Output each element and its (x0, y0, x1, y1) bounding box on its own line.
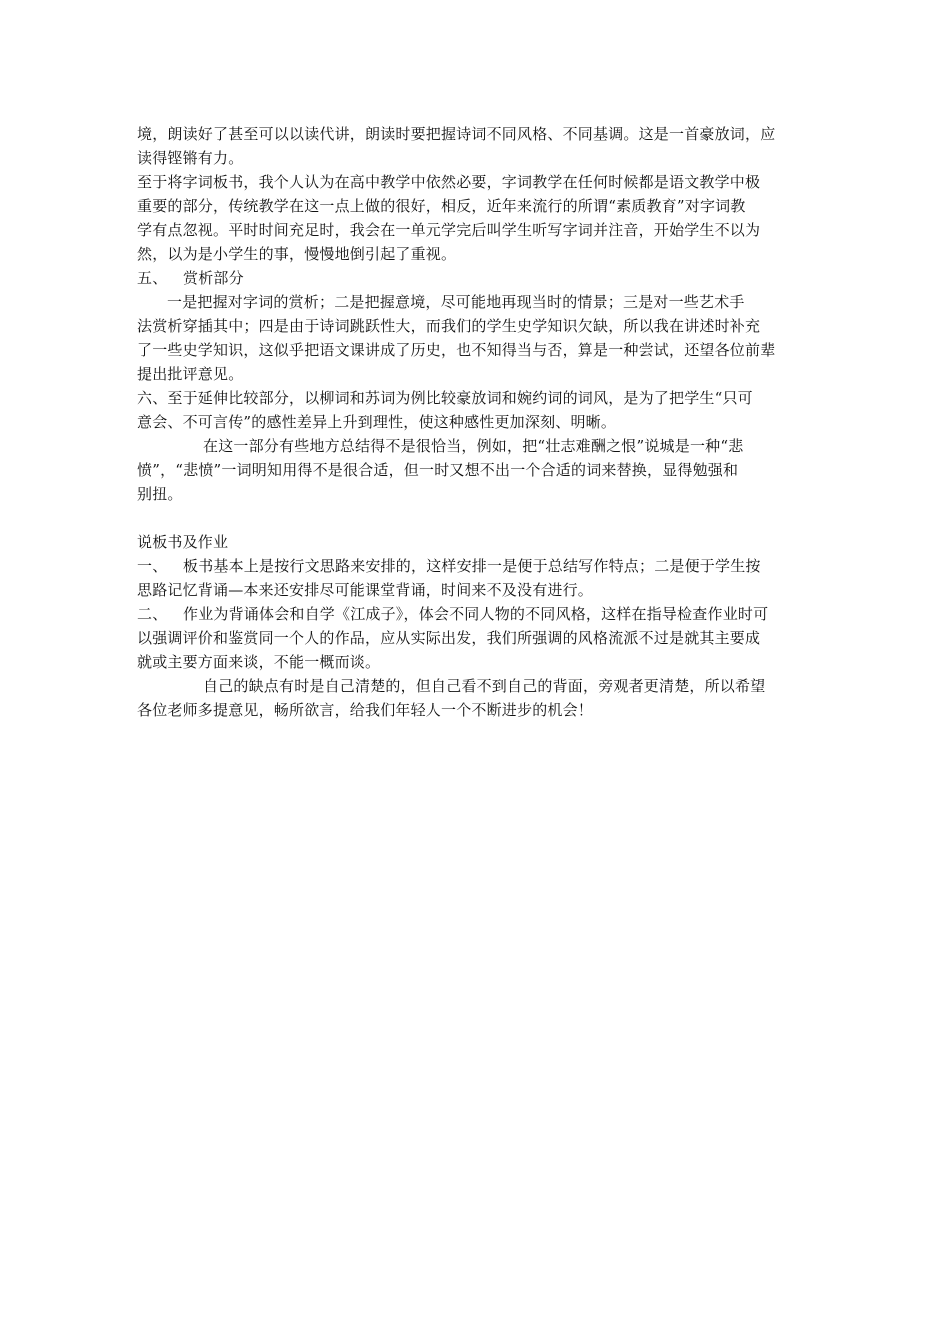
text-line: 了一些史学知识，这似乎把语文课讲成了历史，也不知得当与否，算是一种尝试，还望各位前辈 (137, 341, 776, 359)
list-item-homework (137, 602, 817, 674)
paragraph-closing (137, 674, 817, 722)
item-text: 作业为背诵体会和自学《江成子》，体会不同人物的不同风格，这样在指导检查作业时可 (183, 605, 769, 623)
item-text: 板书基本上是按行文思路来安排的，这样安排一是便于总结写作特点；二是便于学生按 (183, 557, 761, 575)
document-page (137, 122, 817, 722)
blank-line (137, 506, 817, 530)
text-line: 读得铿锵有力。 (137, 149, 244, 167)
text-line: 境，朗读好了甚至可以以读代讲，朗读时要把握诗词不同风格、不同基调。这是一首豪放词，应 (137, 125, 776, 143)
item-number: 一、 (137, 557, 168, 575)
item-number: 二、 (137, 605, 168, 623)
text-line: 就或主要方面来谈，不能一概而谈。 (137, 653, 381, 671)
paragraph-appreciation (137, 290, 817, 386)
heading-blackboard-homework: 说板书及作业 (137, 533, 229, 551)
paragraph-blackboard-words (137, 170, 817, 266)
text-line (137, 554, 817, 578)
text-line: 各位老师多提意见，畅所欲言，给我们年轻人一个不断进步的机会！ (137, 701, 594, 719)
text-line: 至于将字词板书，我个人认为在高中教学中依然必要，字词教学在任何时候都是语文教学中极 (137, 173, 761, 191)
text-line: 别扭。 (137, 485, 183, 503)
paragraph-comparison (137, 386, 817, 434)
text-line: 学有点忽视。平时时间充足时，我会在一单元学完后叫学生听写字词并注音，开始学生不以为 (137, 221, 761, 239)
paragraph-reading (137, 122, 817, 170)
text-line: 提出批评意见。 (137, 365, 244, 383)
section-number: 五、 (137, 269, 168, 287)
paragraph-reflection (137, 434, 817, 506)
text-line: 意会、不可言传”的感性差异上升到理性，使这种感性更加深刻、明晰。 (137, 413, 617, 431)
text-line: 在这一部分有些地方总结得不是很恰当，例如，把“壮志难酬之恨”说城是一种“悲 (203, 437, 744, 455)
section-title: 赏析部分 (183, 269, 244, 287)
text-line: 六、至于延伸比较部分，以柳词和苏词为例比较豪放词和婉约词的词风，是为了把学生“只可 (137, 389, 753, 407)
text-line: 愤”，“悲愤”一词明知用得不是很合适，但一时又想不出一个合适的词来替换，显得勉强和 (137, 461, 739, 479)
list-item-blackboard (137, 554, 817, 602)
text-line (137, 602, 817, 626)
text-line: 一是把握对字词的赏析；二是把握意境，尽可能地再现当时的情景；三是对一些艺术手 (167, 293, 745, 311)
text-line: 思路记忆背诵—本来还安排尽可能课堂背诵，时间来不及没有进行。 (137, 581, 594, 599)
text-line: 重要的部分，传统教学在这一点上做的很好，相反，近年来流行的所谓“素质教育”对字词教 (137, 197, 746, 215)
text-line: 自己的缺点有时是自己清楚的，但自己看不到自己的背面，旁观者更清楚，所以希望 (203, 677, 766, 695)
text-line: 然，以为是小学生的事，慢慢地倒引起了重视。 (137, 245, 457, 263)
section-heading-appreciation (137, 266, 817, 290)
text-line: 法赏析穿插其中；四是由于诗词跳跃性大，而我们的学生史学知识欠缺，所以我在讲述时补充 (137, 317, 761, 335)
text-line: 以强调评价和鉴赏同一个人的作品，应从实际出发，我们所强调的风格流派不过是就其主要成 (137, 629, 761, 647)
